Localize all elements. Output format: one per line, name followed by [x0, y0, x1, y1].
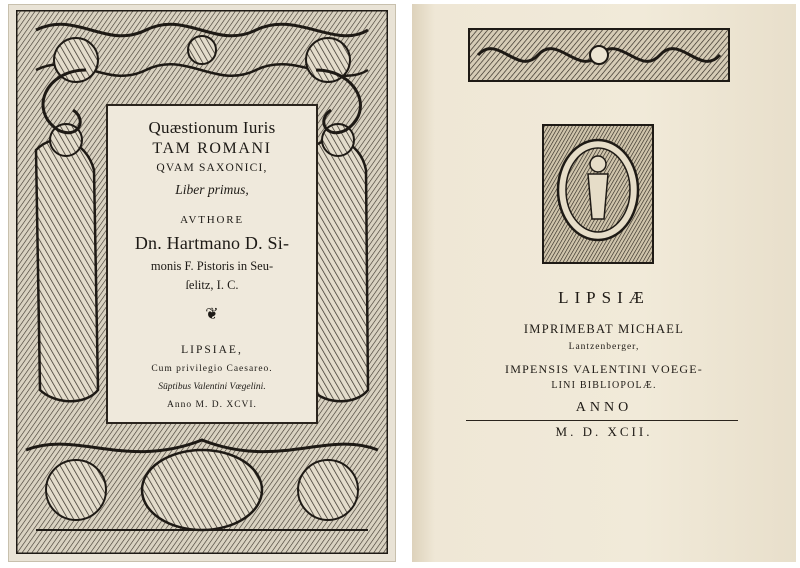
colophon-printer: IMPRIMEBAT MICHAEL [523, 322, 685, 336]
colophon-year: M. D. XCII. [555, 424, 653, 439]
left-title-page [8, 4, 396, 562]
colophon-printer-surname: Lantzenberger, [568, 342, 640, 352]
author-name-line-1: Dn. Hartmano D. Si- [134, 233, 290, 253]
fleuron-icon: ❦ [205, 304, 219, 323]
imprint-year: Anno M. D. XCVI. [167, 400, 257, 410]
colophon-expense-line-2: LINI BIBLIOPOLÆ. [551, 380, 657, 391]
right-colophon-page [412, 4, 796, 562]
imprint-publisher: Sūptibus Valentini Vœgelini. [158, 382, 266, 392]
ornamental-headpiece [468, 28, 730, 82]
colophon-anno: ANNO [575, 400, 633, 415]
title-line-4: Liber primus, [175, 182, 249, 197]
title-line-1: Quæstionum Iuris [148, 118, 276, 137]
title-line-3: QVAM SAXONICI, [156, 162, 268, 174]
author-name-line-3: ſelitz, I. C. [185, 278, 239, 292]
author-name-line-2: monis F. Pistoris in Seu- [150, 259, 274, 273]
colophon-rule [466, 420, 738, 421]
colophon-expense-line-1: IMPENSIS VALENTINI VOEGE- [505, 362, 703, 376]
imprint-privilege: Cum privilegio Caesareo. [151, 364, 273, 374]
author-label: AVTHORE [180, 214, 244, 226]
title-cartouche [106, 104, 318, 424]
imprint-city: LIPSIAE, [181, 344, 243, 356]
colophon-city: LIPSIÆ [558, 288, 650, 307]
title-line-2: TAM ROMANI [152, 140, 272, 157]
printers-device-emblem [542, 124, 654, 264]
